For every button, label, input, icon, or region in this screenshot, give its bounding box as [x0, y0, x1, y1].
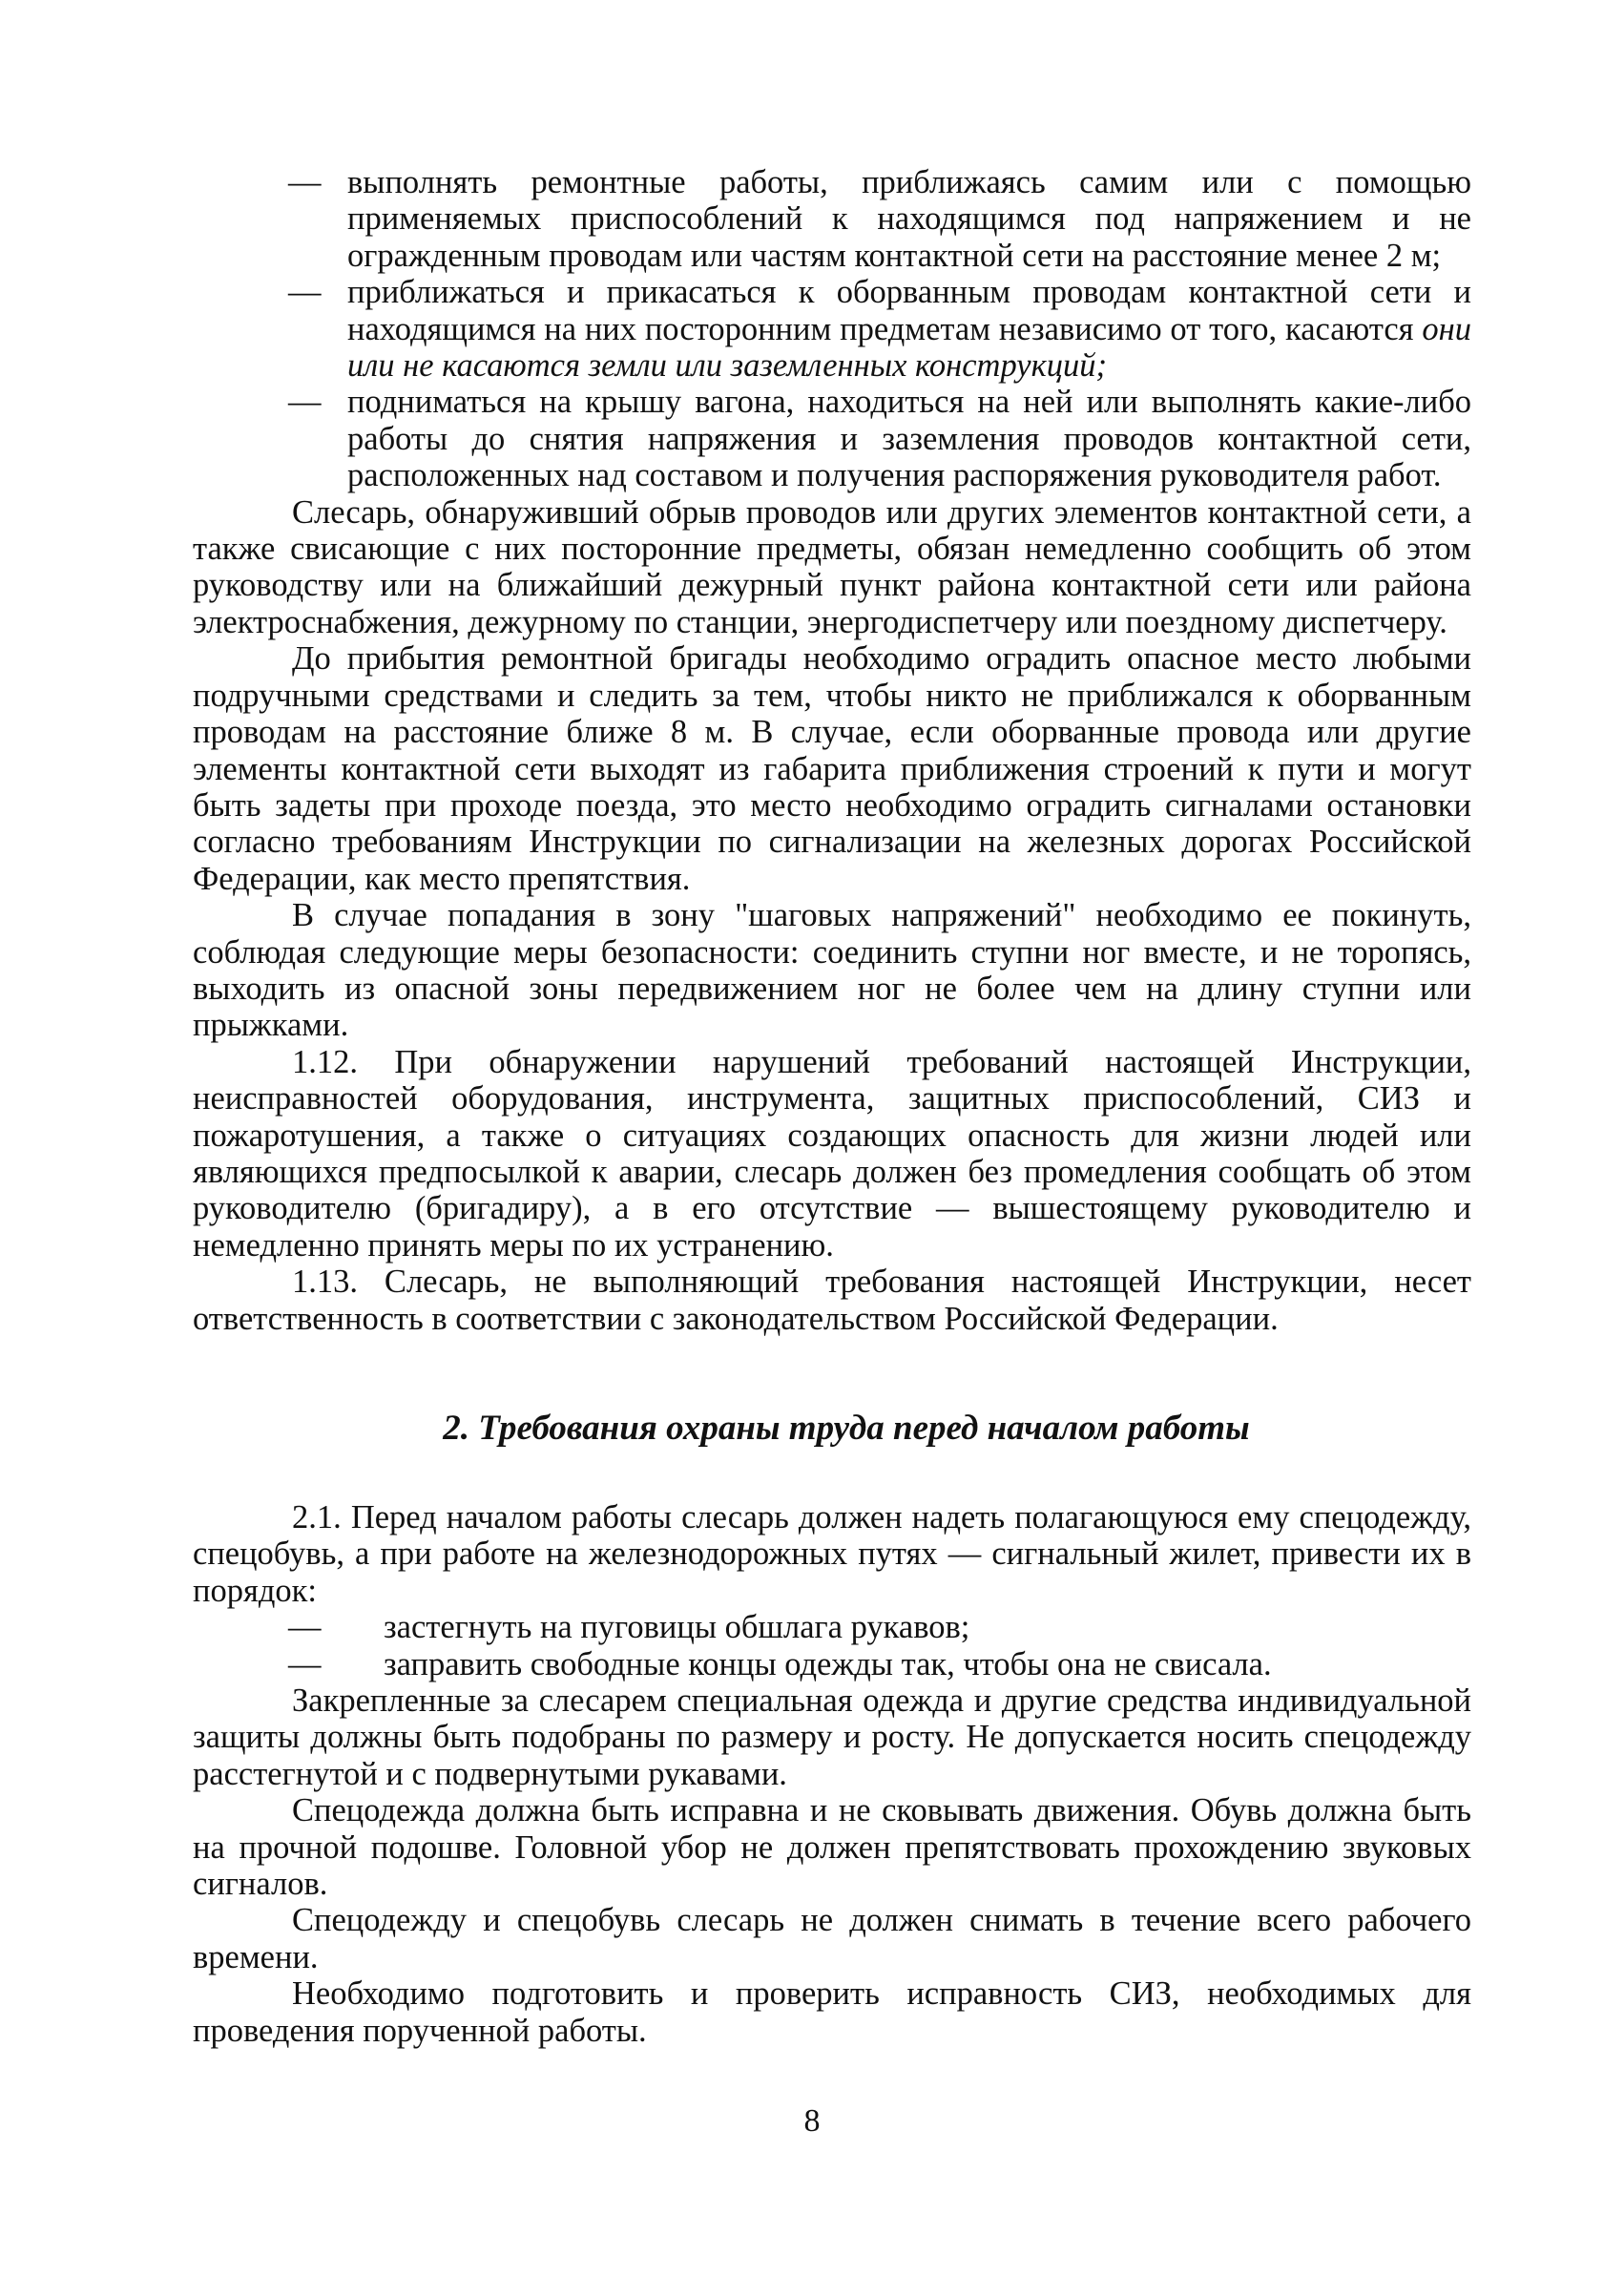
list-dash: — — [288, 1645, 322, 1682]
list-item-text: подниматься на крышу вагона, находиться на ней или выполнять какие-либо работы до снятия напряжения и заземления проводов контактной сети, расположенных над составом и получения распоряжения руководителя работ. — [347, 384, 1471, 494]
paragraph: Спецодежду и спецобувь слесарь не должен снимать в течение всего рабочего времени. — [193, 1902, 1471, 1975]
paragraph-2-1: 2.1. Перед началом работы слесарь должен надеть полагающуюся ему спецодежду, спецобувь, а при работе на железнодорожных путях — сигнальный жилет, привести их в порядок: — [193, 1499, 1471, 1609]
list-dash: — — [288, 1609, 322, 1646]
list-item-text: выполнять ремонтные работы, приближаясь самим или с помощью применяемых приспособлений к находящимся под напряжением и не огражденным проводам или частям контактной сети на расстояние менее 2 м; — [347, 164, 1471, 274]
paragraph-1-12: 1.12. При обнаружении нарушений требований настоящей Инструкции, неисправностей оборудования, инструмента, защитных приспособлений, СИЗ и пожаротушения, а также о ситуациях создающих опасность для жизни людей или являющихся предпосылкой к аварии, слесарь должен без промедления сообщать об этом руководителю (бригадиру), а в его отсутствие — вышестоящему руководителю и немедленно принять меры по их устранению. — [193, 1043, 1471, 1264]
list-item-text: приближаться и прикасаться к оборванным проводам контактной сети и находящимся на них посторонним предметам независимо от того, касаются — [347, 274, 1471, 347]
list-dash: — — [288, 274, 322, 311]
list-item-italic-text: они или не касаются земли или заземленных конструкций; — [347, 310, 1472, 385]
list-dash: — — [288, 384, 322, 421]
paragraph: Закрепленные за слесарем специальная одежда и другие средства индивидуальной защиты должны быть подобраны по размеру и росту. Не допускается носить спецодежду расстегнутой и с подвернутыми рукавами. — [193, 1682, 1471, 1792]
page-number: 8 — [803, 2103, 821, 2139]
paragraph: В случае попадания в зону "шаговых напряжений" необходимо ее покинуть, соблюдая следующие меры безопасности: соединить ступни ног вместе, и не торопясь, выходить из опасной зоны передвижением ног не более чем на длину ступни или прыжками. — [193, 897, 1471, 1044]
list-item — [193, 274, 1471, 384]
list-dash: — — [288, 164, 322, 200]
list-item — [193, 164, 1471, 274]
section-heading: 2. Требования охраны труда перед началом работы — [443, 1409, 1250, 1448]
list-item — [193, 1609, 1471, 1645]
paragraph: Спецодежда должна быть исправна и не сковывать движения. Обувь должна быть на прочной подошве. Головной убор не должен препятствовать прохождению звуковых сигналов. — [193, 1792, 1471, 1903]
list-item — [193, 384, 1471, 493]
list-item — [193, 1646, 1471, 1682]
paragraph: До прибытия ремонтной бригады необходимо оградить опасное место любыми подручными средствами и следить за тем, чтобы никто не приближался к оборванным проводам на расстояние ближе 8 м. В случае, если оборванные провода или другие элементы контактной сети выходят из габарита приближения строений к пути и могут быть задеты при проходе поезда, это место необходимо оградить сигналами остановки согласно требованиям Инструкции по сигнализации на железных дорогах Российской Федерации, как место препятствия. — [193, 640, 1471, 897]
document-page — [193, 164, 1471, 2049]
paragraph: Необходимо подготовить и проверить исправность СИЗ, необходимых для проведения порученной работы. — [193, 1975, 1471, 2049]
paragraph-1-13: 1.13. Слесарь, не выполняющий требования настоящей Инструкции, несет ответственность в соответствии с законодательством Российской Федерации. — [193, 1264, 1471, 1337]
list-item-text: застегнуть на пуговицы обшлага рукавов; — [384, 1609, 970, 1646]
list-item-text: заправить свободные концы одежды так, чтобы она не свисала. — [384, 1645, 1272, 1682]
paragraph: Слесарь, обнаруживший обрыв проводов или других элементов контактной сети, а также свисающие с них посторонние предметы, обязан немедленно сообщить об этом руководству или на ближайший дежурный пункт района контактной сети или района электроснабжения, дежурному по станции, энергодиспетчеру или поездному диспетчеру. — [193, 493, 1471, 640]
